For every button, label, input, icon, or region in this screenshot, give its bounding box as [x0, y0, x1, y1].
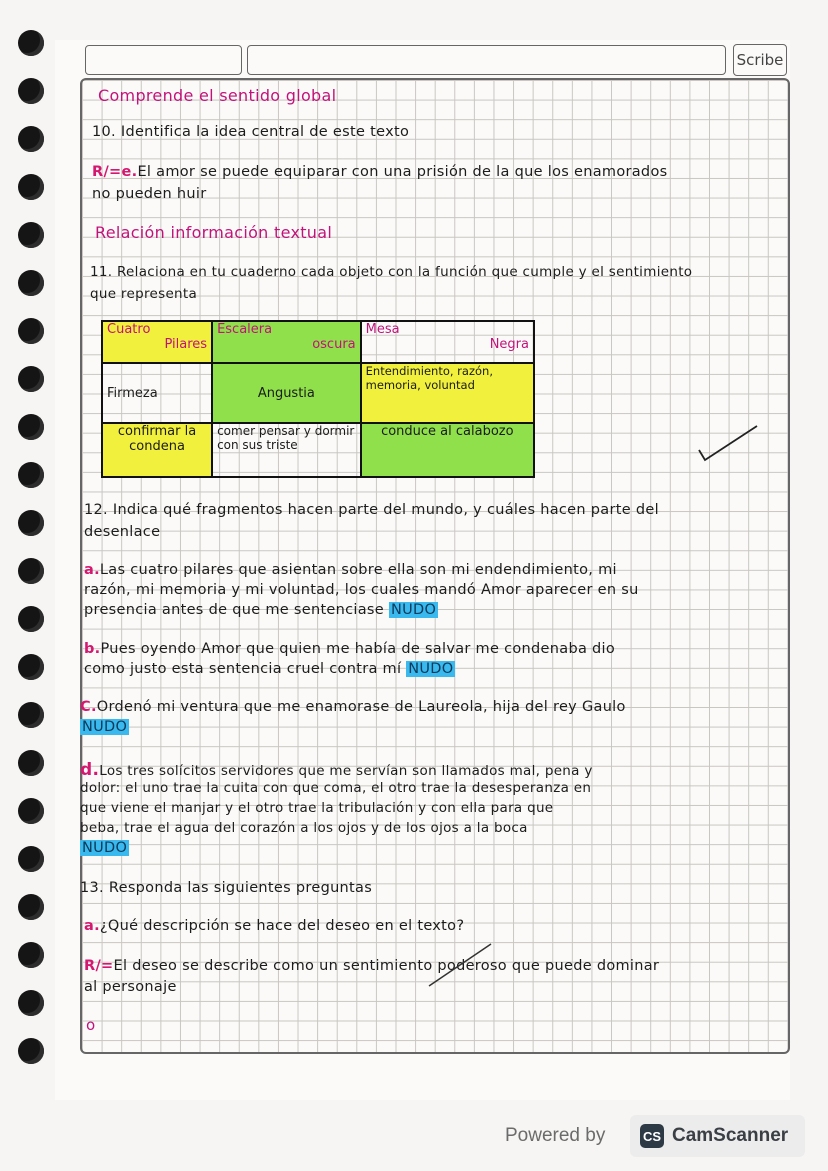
camscanner-badge — [630, 1115, 805, 1157]
binding-hole — [18, 798, 44, 824]
check-mark — [695, 420, 765, 465]
table-cell: Entendimiento, razón, memoria, voluntad — [361, 363, 534, 423]
binding-hole — [18, 990, 44, 1016]
table-cell: comer pensar y dormir con sus triste — [212, 423, 361, 477]
scribe-logo: Scribe — [733, 44, 787, 76]
fragment-d-line3: que viene el manjar y el otro trae la tribulación y con ella para que — [80, 800, 554, 816]
binding-hole — [18, 846, 44, 872]
binding-hole — [18, 942, 44, 968]
binding-hole — [18, 750, 44, 776]
binding-hole — [18, 222, 44, 248]
binding-hole — [18, 366, 44, 392]
binding-hole — [18, 510, 44, 536]
binding-hole — [18, 270, 44, 296]
binding-holes — [18, 30, 48, 1090]
binding-hole — [18, 558, 44, 584]
relation-table — [101, 320, 535, 478]
table-cell: confirmar la condena — [102, 423, 212, 477]
binding-hole — [18, 1038, 44, 1064]
table-cell: conduce al calabozo — [361, 423, 534, 477]
powered-by: Powered by — [505, 1125, 606, 1146]
table-header-cuatro-pilares: Cuatro Pilares — [102, 321, 212, 363]
answer-13-line2: al personaje — [84, 979, 177, 995]
question-12-line2: desenlace — [84, 524, 161, 540]
fragment-d-line4: beba, trae el agua del corazón a los ojos y de los ojos a la boca — [80, 820, 528, 836]
section-title-2: Relación información textual — [95, 223, 333, 242]
question-13a: ¿Qué descripción se hace del deseo en el texto? — [99, 918, 465, 934]
table-cell: Angustia — [212, 363, 361, 423]
answer-13-line1: El deseo se describe como un sentimiento poderoso que puede dominar — [113, 958, 660, 974]
binding-hole — [18, 126, 44, 152]
binding-hole — [18, 894, 44, 920]
nudo-tag: NUDO — [82, 719, 128, 735]
binding-hole — [18, 78, 44, 104]
fragment-c-line1: Ordenó mi ventura que me enamorase de Laureola, hija del rey Gaulo — [96, 699, 626, 715]
question-12-line1: 12. Indica qué fragmentos hacen parte del mundo, y cuáles hacen parte del — [84, 502, 659, 518]
binding-hole — [18, 462, 44, 488]
fragment-d-line2: dolor: el uno trae la cuita con que coma, el otro trae la desesperanza en — [80, 780, 592, 796]
table-header-escalera-oscura: Escalera oscura — [212, 321, 361, 363]
binding-hole — [18, 414, 44, 440]
nudo-tag: NUDO — [408, 661, 454, 677]
fragment-b-line2: como justo esta sentencia cruel contra mí — [84, 661, 402, 677]
fragment-a-line3: presencia antes de que me sentenciase — [84, 602, 385, 618]
nudo-tag: NUDO — [390, 602, 437, 618]
camscanner-icon: CS — [640, 1124, 664, 1148]
question-11-line1: 11. Relaciona en tu cuaderno cada objeto con la función que cumple y el sentimiento — [90, 264, 693, 280]
question-10: 10. Identifica la idea central de este texto — [92, 124, 410, 140]
question-13: 13. Responda las siguientes preguntas — [80, 880, 373, 896]
table-header-mesa-negra: Mesa Negra — [361, 321, 534, 363]
header-box-right — [247, 45, 726, 75]
binding-hole — [18, 702, 44, 728]
table-cell: Firmeza — [102, 363, 212, 423]
fragment-b-line1: Pues oyendo Amor que quien me había de salvar me condenaba dio — [100, 641, 616, 657]
binding-hole — [18, 606, 44, 632]
answer-prefix: R/=e. — [92, 164, 138, 180]
fragment-a-line2: razón, mi memoria y mi voluntad, los cuales mandó Amor aparecer en su — [84, 582, 639, 598]
fragment-a-line1: Las cuatro pilares que asientan sobre ella son mi endendimiento, mi — [99, 562, 617, 578]
header-box-left — [85, 45, 242, 75]
strike-mark — [425, 940, 495, 990]
binding-hole — [18, 318, 44, 344]
binding-hole — [18, 174, 44, 200]
section-title: Comprende el sentido global — [98, 86, 337, 105]
nudo-tag: NUDO — [82, 840, 128, 856]
camscanner-name: CamScanner — [672, 1125, 789, 1146]
answer-10-line2: no pueden huir — [92, 186, 207, 202]
binding-hole — [18, 30, 44, 56]
binding-hole — [18, 654, 44, 680]
bullet-mark: o — [86, 1016, 96, 1034]
fragment-d-line1: Los tres solícitos servidores que me servían son llamados mal, pena y — [99, 763, 593, 779]
answer-10-line1: El amor se puede equiparar con una prisión de la que los enamorados — [137, 164, 668, 180]
question-11-line2: que representa — [90, 286, 198, 302]
